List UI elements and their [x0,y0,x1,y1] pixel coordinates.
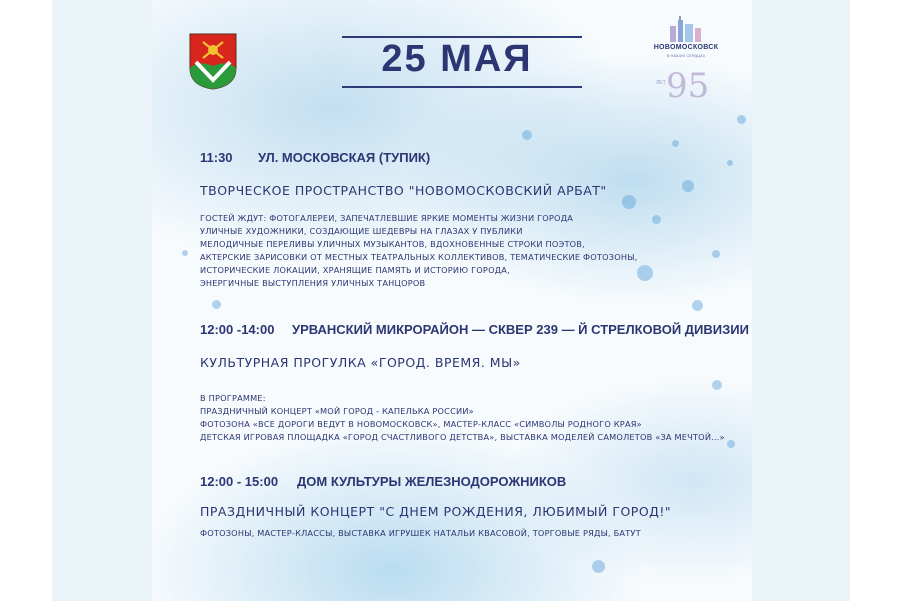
section-detail-line: ФОТОЗОНЫ, МАСТЕР-КЛАССЫ, ВЫСТАВКА ИГРУШЕК НАТАЛЬИ КВАСОВОЙ, ТОРГОВЫЕ РЯДЫ, БАТУТ [200,528,641,538]
section-detail-line: ЭНЕРГИЧНЫЕ ВЫСТУПЛЕНИЯ УЛИЧНЫХ ТАНЦОРОВ [200,278,426,288]
section-detail-line: ГОСТЕЙ ЖДУТ: ФОТОГАЛЕРЕИ, ЗАПЕЧАТЛЕВШИЕ ЯРКИЕ МОМЕНТЫ ЖИЗНИ ГОРОДА [200,213,574,223]
section-detail-line: В ПРОГРАММЕ: [200,393,266,403]
section-place: ДОМ КУЛЬТУРЫ ЖЕЛЕЗНОДОРОЖНИКОВ [297,474,567,489]
event-poster [152,0,752,601]
section-detail-line: ДЕТСКАЯ ИГРОВАЯ ПЛОЩАДКА «ГОРОД СЧАСТЛИВОГО ДЕТСТВА», ВЫСТАВКА МОДЕЛЕЙ САМОЛЕТОВ «ЗА МЕЧТОЙ...» [200,432,725,442]
section-time: 12:00 -14:00 [200,322,275,337]
city-skyline-icon [652,16,720,44]
logo-years: 95 [666,66,710,106]
watercolor-dot [637,265,653,281]
watercolor-dot [212,300,221,309]
section-place: УРВАНСКИЙ МИКРОРАЙОН — СКВЕР 239 — Й СТРЕЛКОВОЙ ДИВИЗИИ [292,322,749,337]
watercolor-dot [727,160,733,166]
section-detail-line: ИСТОРИЧЕСКИЕ ЛОКАЦИИ, ХРАНЯЩИЕ ПАМЯТЬ И ИСТОРИЮ ГОРОДА, [200,265,510,275]
section-event: ПРАЗДНИЧНЫЙ КОНЦЕРТ "С ДНЕМ РОЖДЕНИЯ, ЛЮБИМЫЙ ГОРОД!" [200,504,672,519]
section-detail-line: ПРАЗДНИЧНЫЙ КОНЦЕРТ «МОЙ ГОРОД - КАПЕЛЬКА РОССИИ» [200,406,474,416]
watercolor-dot [727,440,735,448]
section-detail-line: АКТЕРСКИЕ ЗАРИСОВКИ ОТ МЕСТНЫХ ТЕАТРАЛЬНЫХ КОЛЛЕКТИВОВ, ТЕМАТИЧЕСКИЕ ФОТОЗОНЫ, [200,252,638,262]
watercolor-dot [692,300,703,311]
section-detail-line: УЛИЧНЫЕ ХУДОЖНИКИ, СОЗДАЮЩИЕ ШЕДЕВРЫ НА ГЛАЗАХ У ПУБЛИКИ [200,226,523,236]
watercolor-dot [712,380,722,390]
left-margin [52,0,152,601]
logo-subtitle: В НАШИХ СЕРДЦАХ [666,53,706,58]
coat-of-arms-icon [188,32,238,90]
section-event: КУЛЬТУРНАЯ ПРОГУЛКА «ГОРОД. ВРЕМЯ. МЫ» [200,355,521,370]
watercolor-dot [682,180,694,192]
section-place: УЛ. МОСКОВСКАЯ (ТУПИК) [258,150,431,165]
logo-city-name: НОВОМОСКОВСК [653,44,719,51]
anniversary-logo [652,16,720,106]
watercolor-dot [712,250,720,258]
section-detail-line: МЕЛОДИЧНЫЕ ПЕРЕЛИВЫ УЛИЧНЫХ МУЗЫКАНТОВ, ВДОХНОВЕННЫЕ СТРОКИ ПОЭТОВ, [200,239,585,249]
watercolor-dot [182,250,188,256]
logo-let: ЛЕТ [656,80,666,86]
page-title: 25 МАЯ [381,38,533,80]
section-time: 11:30 [200,150,233,165]
section-detail-line: ФОТОЗОНА «ВСЕ ДОРОГИ ВЕДУТ В НОВОМОСКОВСК», МАСТЕР-КЛАСС «СИМВОЛЫ РОДНОГО КРАЯ» [200,419,642,429]
watercolor-dot [522,130,532,140]
right-margin [752,0,850,601]
watercolor-dot [622,195,636,209]
watercolor-dot [652,215,661,224]
watercolor-dot [737,115,746,124]
section-time: 12:00 - 15:00 [200,474,279,489]
watercolor-dot [672,140,679,147]
watercolor-dot [592,560,605,573]
title-rule-bottom [342,86,582,88]
section-event: ТВОРЧЕСКОЕ ПРОСТРАНСТВО "НОВОМОСКОВСКИЙ АРБАТ" [200,183,607,198]
